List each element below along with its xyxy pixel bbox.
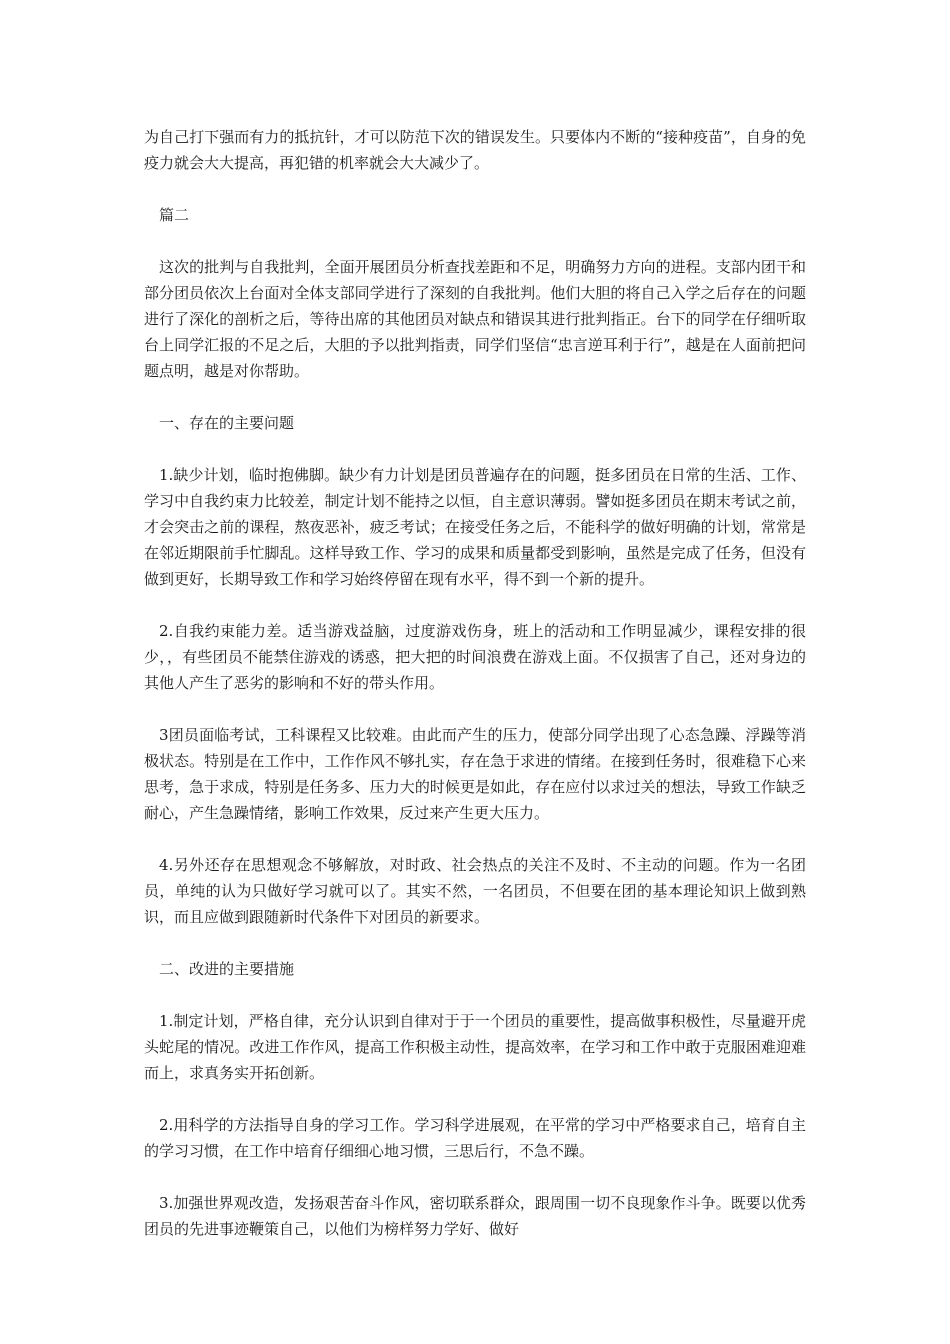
measures-heading: 二、改进的主要措施 [159,960,295,978]
problem-paragraph-2: 2.自我约束能力差。适当游戏益脑，过度游戏伤身，班上的活动和工作明显减少，课程安排的很少，，有些团员不能禁住游戏的诱惑，把大把的时间浪费在游戏上面。不仅损害了自己，还对身边的其他人产生了恶劣的影响和不好的带头作用。 [144,622,806,692]
intro-paragraph: 为自己打下强而有力的抵抗针，才可以防范下次的错误发生。只要体内不断的“接种疫苗”，自身的免疫力就会大大提高，再犯错的机率就会大大减少了。 [144,128,806,172]
section-title: 篇二 [159,206,190,224]
problem-paragraph-1: 1.缺少计划，临时抱佛脚。缺少有力计划是团员普遍存在的问题，挺多团员在日常的生活、工作、学习中自我约束力比较差，制定计划不能持之以恒，自主意识薄弱。譬如挺多团员在期末考试之前，才会突击之前的课程，熬夜恶补，疲乏考试；在接受任务之后，不能科学的做好明确的计划，常常是在邻近期限前手忙脚乱。这样导致工作、学习的成果和质量都受到影响，虽然是完成了任务，但没有做到更好，长期导致工作和学习始终停留在现有水平，得不到一个新的提升。 [144,466,806,588]
measure-paragraph-1: 1.制定计划，严格自律，充分认识到自律对于于一个团员的重要性，提高做事积极性，尽量避开虎头蛇尾的情况。改进工作作风，提高工作积极主动性，提高效率，在学习和工作中敢于克服困难迎难而上，求真务实开拓创新。 [144,1012,806,1082]
measure-paragraph-2: 2.用科学的方法指导自身的学习工作。学习科学进展观，在平常的学习中严格要求自己，培育自主的学习习惯，在工作中培育仔细细心地习惯，三思后行，不急不躁。 [144,1116,806,1160]
document-page [144,124,806,1268]
problem-paragraph-3: 3团员面临考试，工科课程又比较难。由此而产生的压力，使部分同学出现了心态急躁、浮躁等消极状态。特别是在工作中，工作作风不够扎实，存在急于求进的情绪。在接到任务时，很难稳下心来思考，急于求成，特别是任务多、压力大的时候更是如此，存在应付以求过关的想法，导致工作缺乏耐心，产生急躁情绪，影响工作效果，反过来产生更大压力。 [144,726,806,822]
problems-heading: 一、存在的主要问题 [159,414,295,432]
problem-paragraph-4: 4.另外还存在思想观念不够解放，对时政、社会热点的关注不及时、不主动的问题。作为一名团员，单纯的认为只做好学习就可以了。其实不然，一名团员，不但要在团的基本理论知识上做到熟识，而且应做到跟随新时代条件下对团员的新要求。 [144,856,806,926]
opening-paragraph: 这次的批判与自我批判，全面开展团员分析查找差距和不足，明确努力方向的进程。支部内团干和部分团员依次上台面对全体支部同学进行了深刻的自我批判。他们大胆的将自己入学之后存在的问题进行了深化的剖析之后，等待出席的其他团员对缺点和错误其进行批判指正。台下的同学在仔细听取台上同学汇报的不足之后，大胆的予以批判指责，同学们坚信“忠言逆耳利于行”，越是在人面前把问题点明，越是对你帮助。 [144,258,806,380]
measure-paragraph-3: 3.加强世界观改造，发扬艰苦奋斗作风，密切联系群众，跟周围一切不良现象作斗争。既要以优秀团员的先进事迹鞭策自己，以他们为榜样努力学好、做好 [144,1194,806,1238]
